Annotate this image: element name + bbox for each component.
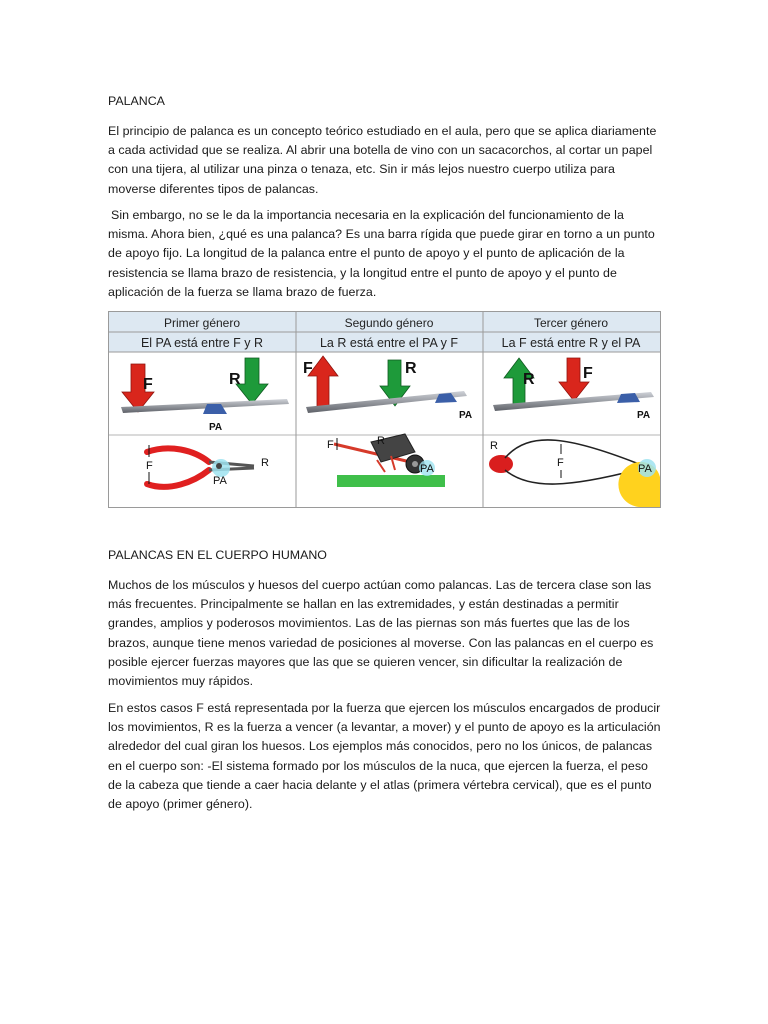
col2-force-label: F xyxy=(303,360,313,377)
tongs-support-label: PA xyxy=(638,463,652,475)
pliers-example xyxy=(146,445,269,487)
ground-grass xyxy=(337,475,445,487)
paragraph-intro: El principio de palanca es un concepto teórico estudiado en el aula, pero que se aplica diariamente a cada actividad que se realiza. Al abrir una botella de vino con un sacacorchos, al cortar un papel con una tijera, al utilizar una pinza o tenaza, etc. Sin ir más lejos nuestro cuerpo utiliza para moverse diferentes tipos de palancas. xyxy=(108,124,657,196)
paragraph-examples: En estos casos F está representada por la fuerza que ejercen los músculos encargados de producir los movimientos, R es la fuerza a vencer (a levantar, a mover) y el punto de apoyo es la articulación alrededor del cual giran los huesos. Los ejemplos más conocidos, pero no los únicos, de palancas en el cuerpo son: -El sistema formado por los músculos de la nuca, que ejercen la fuerza, el peso de la cabeza que tiende a caer hacia delante y el atlas (primera vértebra cervical), que es el punto de apoyo (primer género). xyxy=(108,701,661,812)
col2-subtitle: La R está entre el PA y F xyxy=(319,336,459,350)
pliers-resistance-label: R xyxy=(261,457,269,469)
paragraph-body-levers: Muchos de los músculos y huesos del cuerpo actúan como palancas. Las de tercera clase son las más frecuentes. Principalmente se hallan en las extremidades, y están destinadas a permitir grandes, amplios y poderosos movimientos. Las de las piernas son más fuertes que las de los brazos, aunque tiene menos variedad de posiciones al moverse. Con las palancas en el cuerpo es posible ejercer fuerzas mayores que las que se quieren vencer, sin dificultar la realización de movimientos muy rápidos. xyxy=(108,578,654,689)
resistance-arrow-down-icon xyxy=(236,358,268,404)
col2-resistance-label: R xyxy=(405,360,417,377)
heading-palancas-cuerpo: PALANCAS EN EL CUERPO HUMANO xyxy=(108,548,327,562)
col1-force-label: F xyxy=(143,376,153,393)
lever-types-figure xyxy=(108,311,661,508)
tongs-example xyxy=(489,440,660,507)
col3-resistance-label: R xyxy=(523,371,535,388)
pliers-force-label: F xyxy=(146,460,153,472)
col1-support-label: PA xyxy=(209,422,223,433)
tongs-resistance-label: R xyxy=(490,440,498,452)
resistance-object xyxy=(489,455,513,473)
wheelbarrow-force-label: F xyxy=(327,439,334,451)
heading-palanca: PALANCA xyxy=(108,94,165,108)
tongs-force-label: F xyxy=(557,457,564,469)
first-class-lever-diagram xyxy=(121,358,289,433)
third-class-lever-diagram xyxy=(493,358,654,421)
col2-support-label: PA xyxy=(459,410,473,421)
col1-resistance-label: R xyxy=(229,371,241,388)
pliers-handle-bottom xyxy=(147,470,209,487)
wheelbarrow-resistance-label: R xyxy=(377,435,385,447)
wheelbarrow-support-label: PA xyxy=(420,463,434,475)
pliers-support-label: PA xyxy=(213,475,227,487)
col1-title: Primer género xyxy=(163,316,241,330)
paragraph-definition: Sin embargo, no se le da la importancia necesaria en la explicación del funcionamiento de la misma. Ahora bien, ¿qué es una palanca? Es una barra rígida que puede girar en torno a un punto de apoyo fijo. La longitud de la palanca entre el punto de apoyo y el punto de aplicación de la resistencia se llama brazo de resistencia, y la longitud entre el punto de apoyo y el punto de aplicación de la fuerza se llama brazo de fuerza. xyxy=(108,208,655,299)
col1-subtitle: El PA está entre F y R xyxy=(140,336,264,350)
wheelbarrow-example xyxy=(327,434,445,487)
col3-force-label: F xyxy=(583,365,593,382)
tongs-arm-top xyxy=(505,440,644,466)
col2-title: Segundo género xyxy=(344,316,434,330)
col3-subtitle: La F está entre R y el PA xyxy=(501,336,641,350)
col3-title: Tercer género xyxy=(533,316,609,330)
second-class-lever-diagram xyxy=(303,356,472,421)
pliers-handle-top xyxy=(147,448,209,462)
col3-support-label: PA xyxy=(637,410,651,421)
